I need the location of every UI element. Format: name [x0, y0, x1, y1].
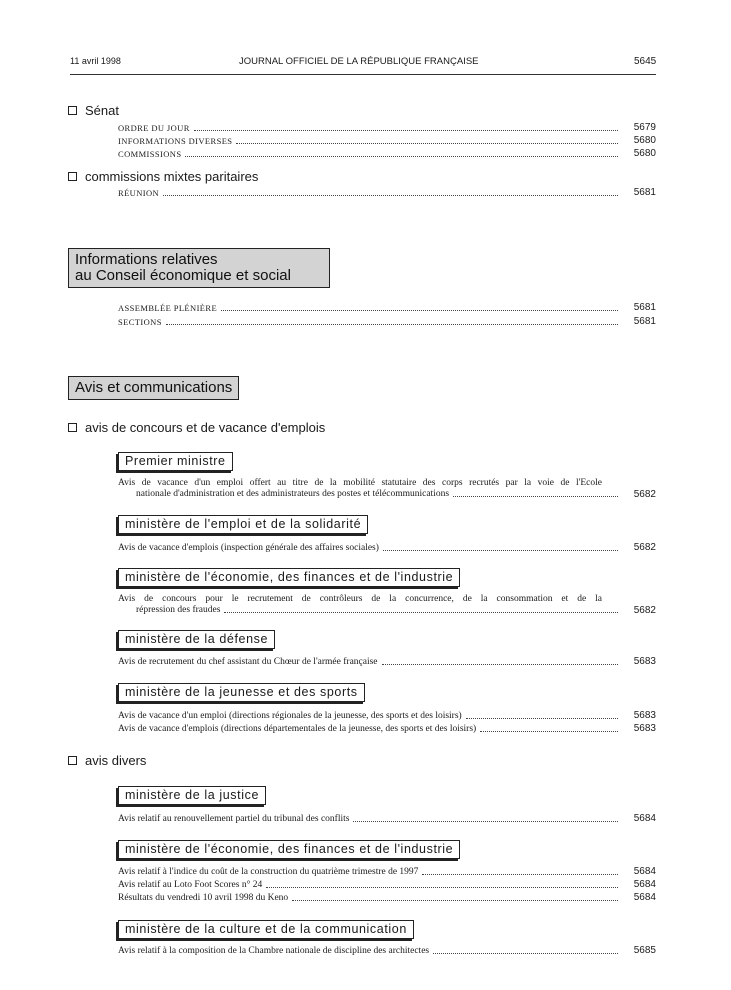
section-title: commissions mixtes paritaires — [85, 169, 259, 184]
heading-ministere-economie-divers: ministère de l'économie, des finances et de l'industrie — [118, 840, 460, 859]
section-senat — [68, 103, 119, 118]
toc-entry: Avis de concours pour le recrutement de contrôleurs de la concurrence, de la consommation et de la répression des fraudes 5682 — [118, 594, 656, 616]
heading-ministere-jeunesse: ministère de la jeunesse et des sports — [118, 683, 365, 702]
toc-entry: Avis relatif au renouvellement partiel du tribunal des conflits 5684 — [118, 813, 656, 824]
toc-entry: Avis de vacance d'un emploi offert au titre de la mobilité statutaire des corps recrutés par la voie de l'Ecole nationale d'administration et des administrateurs des postes et télécommunications 5682 — [118, 478, 656, 500]
section-title: Sénat — [85, 103, 119, 118]
checkbox-icon — [68, 106, 77, 115]
section-commissions — [68, 169, 258, 184]
header-title: JOURNAL OFFICIEL DE LA RÉPUBLIQUE FRANÇAISE — [239, 56, 479, 67]
banner-ces: Informations relatives au Conseil économique et social — [68, 248, 330, 288]
toc-entry: ASSEMBLÉE PLÉNIÈRE 5681 — [118, 302, 656, 313]
section-title: avis de concours et de vacance d'emplois — [85, 420, 326, 435]
toc-entry: Avis relatif au Loto Foot Scores n° 24 5684 — [118, 879, 656, 890]
banner-avis: Avis et communications — [68, 376, 239, 400]
section-avis-divers — [68, 753, 146, 768]
toc-entry: SECTIONS 5681 — [118, 316, 656, 327]
toc-entry: INFORMATIONS DIVERSES 5680 — [118, 135, 656, 146]
toc-entry: Avis relatif à la composition de la Chambre nationale de discipline des architectes 5685 — [118, 945, 656, 956]
heading-ministere-justice: ministère de la justice — [118, 786, 266, 805]
toc-entry: COMMISSIONS 5680 — [118, 148, 656, 159]
toc-entry: Résultats du vendredi 10 avril 1998 du Keno 5684 — [118, 892, 656, 903]
toc-entry: ORDRE DU JOUR 5679 — [118, 122, 656, 133]
checkbox-icon — [68, 172, 77, 181]
toc-entry: Avis de vacance d'un emploi (directions régionales de la jeunesse, des sports et des loisirs) 5683 — [118, 710, 656, 721]
section-title: avis divers — [85, 753, 147, 768]
toc-entry: Avis de vacance d'emplois (directions départementales de la jeunesse, des sports et des loisirs) 5683 — [118, 723, 656, 734]
toc-entry: Avis relatif à l'indice du coût de la construction du quatrième trimestre de 1997 5684 — [118, 866, 656, 877]
checkbox-icon — [68, 423, 77, 432]
toc-entry: RÉUNION 5681 — [118, 187, 656, 198]
heading-ministere-culture: ministère de la culture et de la communication — [118, 920, 414, 939]
header-rule — [70, 74, 656, 75]
heading-ministere-defense: ministère de la défense — [118, 630, 275, 649]
toc-entry: Avis de vacance d'emplois (inspection générale des affaires sociales) 5682 — [118, 542, 656, 553]
heading-premier-ministre: Premier ministre — [118, 452, 233, 471]
header-page-number: 5645 — [634, 56, 657, 67]
checkbox-icon — [68, 756, 77, 765]
toc-entry: Avis de recrutement du chef assistant du Chœur de l'armée française 5683 — [118, 656, 656, 667]
header-date: 11 avril 1998 — [70, 56, 121, 66]
heading-ministere-economie: ministère de l'économie, des finances et de l'industrie — [118, 568, 460, 587]
section-concours — [68, 420, 325, 435]
heading-ministere-emploi: ministère de l'emploi et de la solidarité — [118, 515, 368, 534]
